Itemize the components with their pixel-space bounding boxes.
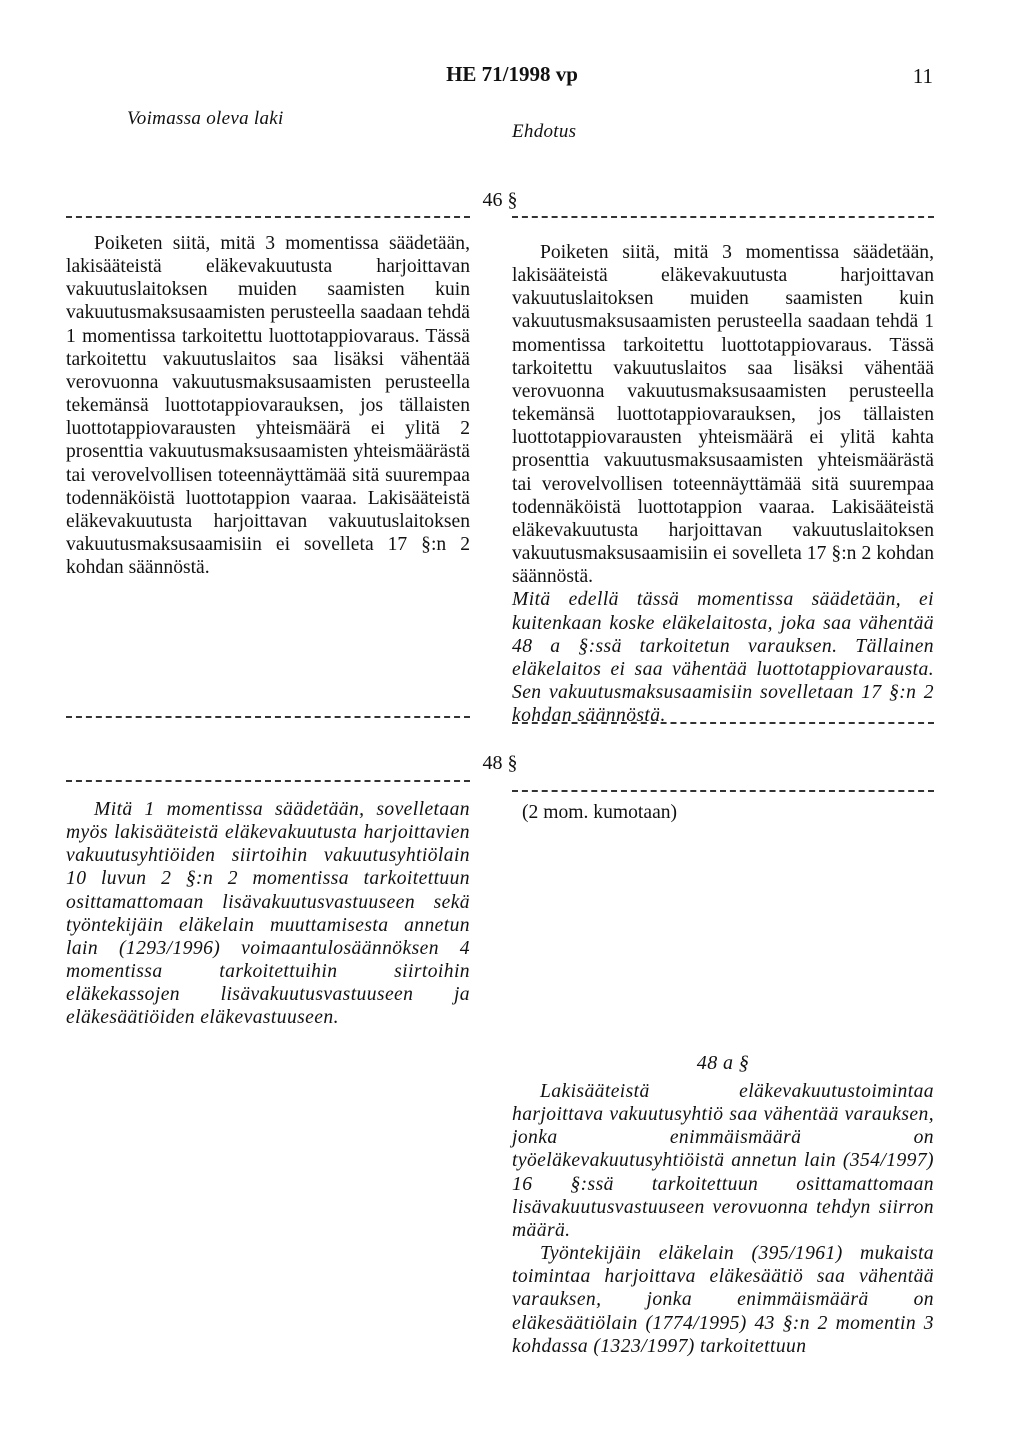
section-46-proposal: [512, 241, 934, 727]
right-omission-divider-3: [512, 790, 934, 792]
section-46-heading: 46 §: [482, 189, 518, 211]
section-46-current-law: [66, 232, 470, 579]
section-48a-proposal: [512, 1080, 934, 1358]
left-omission-divider-3: [66, 780, 470, 782]
page-number: 11: [912, 64, 933, 88]
section-48a-paragraph-2: Työntekijäin eläkelain (395/1961) mukaista toimintaa harjoittava eläkesäätiö saa vähentää varauksen, jonka enimmäismäärä on eläkesäätiölain (1774/1995) 43 §:n 2 momentin 3 kohdassa (1323/1997) tarkoitettuun: [512, 1243, 934, 1357]
section-46-current-text: Poiketen siitä, mitä 3 momentissa säädetään, lakisääteistä eläkevakuutusta harjoittavan vakuutuslaitoksen muiden saamisten kuin vakuutusmaksusaamisten perusteella saadaan tehdä 1 momentissa tarkoitettu luottotappiovaraus. Tässä tarkoitettu vakuutuslaitos saa lisäksi vähentää verovuonna vakuutusmaksusaamisten perusteella tekemänsä luottotappiovarauksen, jos tällaisten luottotappiovarausten yhteismäärä ei ylitä 2 prosenttia vakuutusmaksusaamisten yhteismäärästä tai verovelvollisen toteennäyttämää sitä suurempaa todennäköistä luottotappion vaaraa. Lakisääteistä eläkevakuutusta harjoittavan vakuutuslaitoksen vakuutusmaksusaamisiin ei sovelleta 17 §:n 2 kohdan säännöstä.: [66, 233, 470, 579]
section-48-current-law: [66, 798, 470, 1030]
section-48-proposal: [512, 801, 934, 824]
left-column-heading: Voimassa oleva laki: [127, 108, 284, 129]
section-48-heading: 48 §: [482, 752, 518, 774]
right-column-heading: Ehdotus: [512, 121, 577, 142]
section-48-proposal-text: (2 mom. kumotaan): [522, 802, 678, 823]
right-omission-divider: [512, 216, 934, 218]
section-48-current-text: Mitä 1 momentissa säädetään, sovelletaan myös lakisääteistä eläkevakuutusta harjoittavien vakuutusyhtiöiden siirtoihin vakuutusyhtiölain 10 luvun 2 §:n 2 momentissa tarkoitettuun osittamattomaan lisävakuutusvastuuseen sekä työntekijäin eläkelain muuttamisesta annetun lain (1293/1996) voimaantulosäännöksen 4 momentissa tarkoitettuihin siirtoihin eläkekassojen lisävakuutusvastuuseen ja eläkesäätiöiden eläkevastuuseen.: [66, 799, 470, 1029]
left-omission-divider: [66, 216, 470, 218]
section-48a-paragraph-1: Lakisääteistä eläkevakuutustoimintaa harjoittava vakuutusyhtiö saa vähentää varauksen, jonka enimmäismäärä on työeläkevakuutusyhtiöistä annetun lain (354/1997) 16 §:ssä tarkoitettuun osittamattomaan lisävakuutusvastuuseen verovuonna tehdyn siirron määrä.: [512, 1081, 934, 1241]
left-omission-divider-2: [66, 716, 470, 718]
right-omission-divider-2: [512, 722, 934, 724]
section-46-proposal-text: Poiketen siitä, mitä 3 momentissa säädetään, lakisääteistä eläkevakuutusta harjoittavan vakuutuslaitoksen muiden saamisten kuin vakuutusmaksusaamisten perusteella saadaan tehdä 1 momentissa tarkoitettu luottotappiovaraus. Tässä tarkoitettu vakuutuslaitos saa lisäksi vähentää verovuonna vakuutusmaksusaamisten perusteella tekemänsä luottotappiovarauksen, jos tällaisten luottotappiovarausten yhteismäärä ei ylitä kahta prosenttia vakuutusmaksusaamisten yhteismäärästä tai verovelvollisen toteennäyttämää sitä suurempaa todennäköistä luottotappion vaaraa. Lakisääteistä eläkevakuutusta harjoittavan vakuutuslaitoksen vakuutusmaksusaamisiin ei sovelleta 17 §:n 2 kohdan säännöstä.: [512, 242, 934, 588]
section-46-proposal-addition: Mitä edellä tässä momentissa säädetään, ei kuitenkaan koske eläkelaitosta, joka saa vähentää 48 a §:ssä tarkoitetun varauksen. Tällainen eläkelaitos ei saa vähentää luottotappiovarausta. Sen vakuutusmaksusaamisiin sovelletaan 17 §:n 2 kohdan säännöstä.: [512, 589, 934, 727]
section-48a-heading: 48 a §: [696, 1052, 750, 1074]
document-header-title: HE 71/1998 vp: [446, 62, 578, 86]
